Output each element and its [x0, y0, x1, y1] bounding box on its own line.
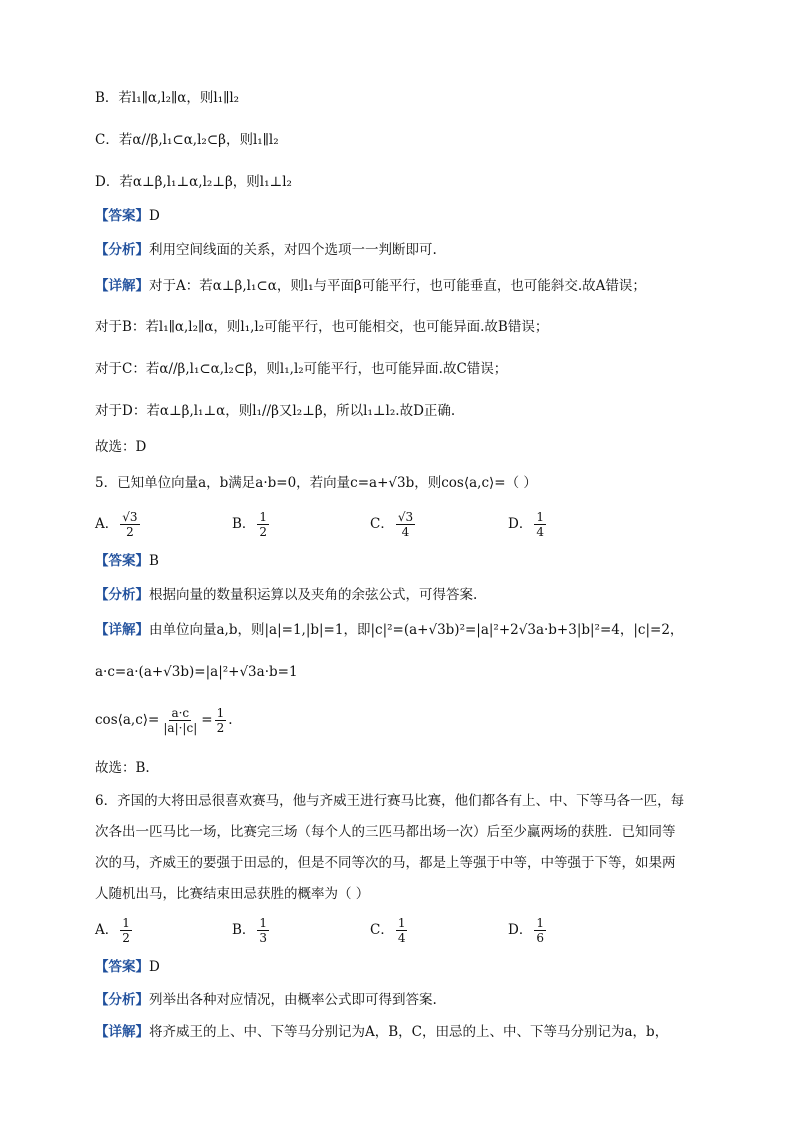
- analysis-tag: 【 分析 】: [95, 992, 149, 1008]
- numerator: 1: [397, 916, 406, 930]
- q5-option-c: [370, 510, 417, 539]
- q4-detail-a: [95, 276, 646, 296]
- detail-tag: 【 详解 】: [95, 622, 149, 638]
- fraction: [120, 510, 139, 539]
- option-letter: D．: [95, 174, 120, 190]
- fraction: [120, 916, 132, 945]
- option-letter: D．: [508, 516, 533, 532]
- q6-option-a: [95, 916, 134, 945]
- detail-tag: 【 详解 】: [95, 278, 149, 294]
- fraction: [161, 706, 199, 735]
- numerator: 1: [259, 916, 268, 930]
- answer-tag: 【 答案 】: [95, 959, 149, 975]
- denominator: 2: [126, 525, 134, 539]
- equals: =: [201, 712, 213, 728]
- option-c-line: [95, 130, 279, 150]
- fraction: [534, 916, 546, 945]
- q5-option-d: [508, 510, 548, 539]
- option-letter: A．: [95, 922, 119, 938]
- q6-stem-4: 人随机出马，比赛结束田忌获胜的概率为（ ）: [95, 886, 370, 902]
- q4-conclusion: 故选：D: [95, 439, 147, 455]
- answer-tag: 【 答案 】: [95, 208, 149, 224]
- analysis-tag: 【 分析 】: [95, 587, 149, 603]
- q6-detail: [95, 1022, 668, 1042]
- option-letter: C．: [95, 132, 119, 148]
- analysis-text: 列举出各种对应情况，由概率公式即可得到答案.: [149, 992, 437, 1008]
- option-letter: A．: [95, 516, 119, 532]
- q6-answer: [95, 957, 160, 977]
- detail-tag: 【 详解 】: [95, 1024, 149, 1040]
- answer-tag: 【 答案 】: [95, 553, 149, 569]
- option-b-line: [95, 88, 239, 108]
- q5-answer: [95, 551, 159, 571]
- period: .: [228, 712, 233, 728]
- denominator: 2: [216, 721, 225, 735]
- q5-option-b: [232, 510, 271, 539]
- option-letter: C．: [370, 922, 394, 938]
- fraction: [257, 510, 269, 539]
- q4-detail-c: 对于C：若α//β,l₁⊂α,l₂⊂β，则l₁,l₂可能平行，也可能异面.故C错误；: [95, 361, 508, 377]
- option-text: 若α//β,l₁⊂α,l₂⊂β，则l₁∥l₂: [118, 132, 279, 148]
- q6-analysis: [95, 990, 437, 1010]
- option-letter: D．: [508, 922, 533, 938]
- analysis-text: 根据向量的数量积运算以及夹角的余弦公式，可得答案.: [149, 587, 478, 603]
- option-letter: B．: [95, 90, 119, 106]
- option-letter: B．: [232, 922, 256, 938]
- answer-value: D: [149, 959, 160, 975]
- q4-detail-b: 对于B：若l₁∥α,l₂∥α，则l₁,l₂可能平行，也可能相交，也可能异面.故B错误；: [95, 319, 549, 335]
- numerator: a·c: [171, 706, 190, 720]
- denominator: 2: [259, 525, 268, 539]
- option-text: 若l₁∥α,l₂∥α，则l₁∥l₂: [118, 90, 240, 106]
- answer-value: D: [149, 208, 160, 224]
- option-letter: C．: [370, 516, 394, 532]
- fraction: [257, 916, 269, 945]
- q6-option-d: [508, 916, 548, 945]
- detail-text: 将齐威王的上、中、下等马分别记为A，B，C，田忌的上、中、下等马分别记为a，b，: [149, 1024, 669, 1040]
- fraction: [396, 510, 415, 539]
- q5-analysis: [95, 585, 477, 605]
- q6-stem-3: 次的马，齐威王的要强于田忌的，但是不同等次的马，都是上等强于中等，中等强于下等，如果两: [95, 855, 676, 871]
- numerator: 1: [536, 510, 544, 524]
- analysis-tag: 【 分析 】: [95, 242, 149, 258]
- denominator: 4: [397, 931, 406, 945]
- option-letter: B．: [232, 516, 256, 532]
- q4-analysis: [95, 240, 437, 260]
- numerator: 1: [122, 916, 130, 930]
- analysis-text: 利用空间线面的关系，对四个选项一一判断即可.: [149, 242, 437, 258]
- option-d-line: [95, 172, 292, 192]
- q4-detail-d: 对于D：若α⊥β,l₁⊥α，则l₁//β又l₂⊥β，所以l₁⊥l₂.故D正确.: [95, 403, 456, 419]
- q6-stem-2: 次各出一匹马比一场，比赛完三场（每个人的三匹马都出场一次）后至少赢两场的获胜．已知同等: [95, 824, 676, 840]
- numerator: 1: [536, 916, 544, 930]
- q5-detail-1: [95, 620, 683, 640]
- numerator: √3: [122, 510, 138, 524]
- q5-detail-3: [95, 706, 233, 735]
- q5-option-a: [95, 510, 142, 539]
- denominator: 4: [401, 525, 410, 539]
- denominator: 3: [259, 931, 268, 945]
- fraction: [396, 916, 408, 945]
- fraction: [215, 706, 227, 735]
- q5-detail-2: a·c=a·(a+√3b)=|a|²+√3a·b=1: [95, 664, 298, 680]
- q4-answer: [95, 206, 160, 226]
- q6-option-c: [370, 916, 409, 945]
- fraction: [534, 510, 546, 539]
- denominator: 2: [122, 931, 130, 945]
- cos-lhs: cos⟨a,c⟩=: [95, 712, 160, 728]
- numerator: 1: [259, 510, 268, 524]
- detail-text: 对于A：若α⊥β,l₁⊂α，则l₁与平面β可能平行，也可能垂直，也可能斜交.故A错误；: [149, 278, 646, 294]
- denominator: 4: [536, 525, 544, 539]
- q5-conclusion: 故选：B.: [95, 760, 150, 776]
- answer-value: B: [149, 553, 159, 569]
- option-text: 若α⊥β,l₁⊥α,l₂⊥β，则l₁⊥l₂: [119, 174, 292, 190]
- denominator: |a|·|c|: [163, 721, 198, 735]
- detail-text: 由单位向量a,b，则|a|=1,|b|=1，即|c|²=(a+√3b)²=|a|²+2√3a·b+3|b|²=4，|c|=2，: [149, 622, 684, 638]
- numerator: 1: [216, 706, 225, 720]
- numerator: √3: [397, 510, 414, 524]
- q5-stem: 5．已知单位向量a，b满足a·b=0，若向量c=a+√3b，则cos⟨a,c⟩=（ ）: [95, 475, 537, 491]
- q6-option-b: [232, 916, 271, 945]
- denominator: 6: [536, 931, 544, 945]
- q6-stem-1: 6．齐国的大将田忌很喜欢赛马，他与齐威王进行赛马比赛，他们都各有上、中、下等马各一匹，每: [95, 793, 685, 809]
